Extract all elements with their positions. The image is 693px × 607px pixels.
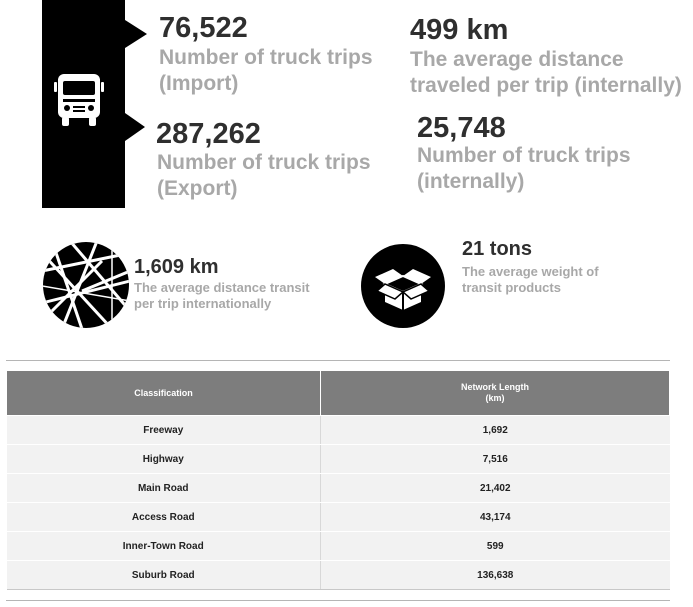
length-cell: 21,402 — [321, 474, 670, 503]
internal-trips-label-sub: (internally) — [417, 170, 525, 193]
table-row — [7, 474, 670, 503]
network-length-header-line2: (km) — [485, 393, 505, 403]
bus-front-icon — [54, 72, 104, 128]
internal-trips-label: Number of truck trips — [417, 144, 631, 167]
avg-distance-label: The average distance — [410, 48, 624, 71]
table-row — [7, 416, 670, 445]
transit-distance-label-sub: per trip internationally — [134, 296, 272, 311]
length-cell: 599 — [321, 532, 670, 561]
table-row — [7, 532, 670, 561]
open-box-icon — [361, 244, 445, 328]
table-row — [7, 445, 670, 474]
classification-header: Classification — [7, 371, 321, 416]
table-header-row — [7, 371, 670, 416]
table-row — [7, 561, 670, 590]
export-trips-label: Number of truck trips — [157, 151, 371, 174]
length-cell: 1,692 — [321, 416, 670, 445]
transit-distance-label: The average distance transit — [134, 280, 310, 295]
internal-trips-value: 25,748 — [417, 112, 506, 144]
bottom-divider — [6, 600, 670, 601]
classification-cell: Highway — [7, 445, 321, 474]
avg-distance-value: 499 km — [410, 14, 509, 46]
transit-distance-value: 1,609 km — [134, 256, 219, 278]
network-length-table — [6, 370, 670, 590]
export-trips-value: 287,262 — [156, 118, 261, 150]
transit-weight-label: The average weight of — [462, 264, 599, 279]
classification-cell: Freeway — [7, 416, 321, 445]
table-row — [7, 503, 670, 532]
length-cell: 43,174 — [321, 503, 670, 532]
avg-distance-label-sub: traveled per trip (internally) — [410, 74, 682, 97]
transit-weight-value: 21 tons — [462, 238, 533, 260]
classification-cell: Main Road — [7, 474, 321, 503]
classification-cell: Suburb Road — [7, 561, 321, 590]
top-divider — [6, 360, 670, 361]
length-cell: 136,638 — [321, 561, 670, 590]
import-trips-label: Number of truck trips — [159, 46, 373, 69]
transit-weight-label-sub: transit products — [462, 280, 561, 295]
length-cell: 7,516 — [321, 445, 670, 474]
export-trips-label-sub: (Export) — [157, 177, 238, 200]
network-length-header — [321, 371, 670, 416]
import-trips-label-sub: (Import) — [159, 72, 239, 95]
network-length-header-line1: Network Length — [460, 382, 529, 392]
import-trips-value: 76,522 — [159, 12, 248, 44]
road-network-icon — [42, 241, 130, 329]
classification-cell: Inner-Town Road — [7, 532, 321, 561]
classification-cell: Access Road — [7, 503, 321, 532]
